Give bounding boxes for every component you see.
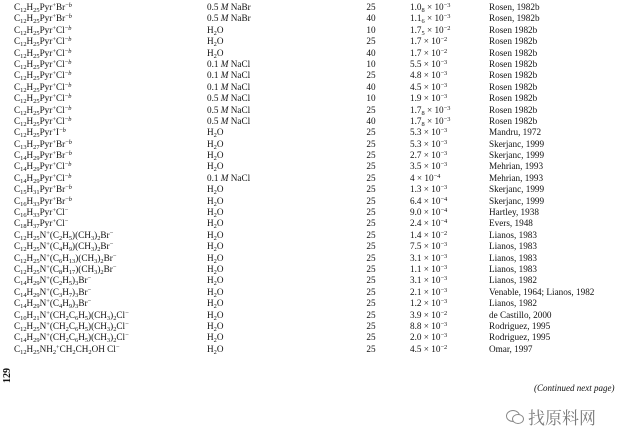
page-number: 129 [2, 368, 13, 383]
cmc-cell: $5.3 \times 10^{-3}$ [410, 138, 448, 149]
table-row [0, 36, 630, 47]
reference-cell: de Castillo, 2000 [489, 309, 552, 320]
reference-cell: Lianos, 1983 [489, 252, 537, 263]
reference-cell: Rosen, 1982b [489, 2, 540, 12]
medium-cell: $H_2O$ [207, 298, 224, 311]
reference-cell: Lianos, 1982 [489, 275, 537, 286]
medium-cell: 0.5 M NaCl [207, 104, 251, 115]
surfactant-cell: $C_{12}H_{25}Pyr^+Cl^{-b}$ [14, 81, 72, 94]
reference-cell: Skerjanc, 1999 [489, 195, 545, 206]
cmc-cell: $1.4 \times 10^{-2}$ [410, 229, 448, 240]
temperature-cell: 25 [366, 309, 376, 320]
surfactant-cell: $C_{12}H_{25}Pyr^+Cl^{-b}$ [14, 93, 72, 106]
table-row [0, 139, 630, 150]
surfactant-cell: $C_{12}H_{25}N^+(C_4H_9)(CH_3)_2Br^-$ [14, 241, 114, 254]
cmc-cell: $7.5 \times 10^{-3}$ [410, 241, 448, 252]
temperature-cell: 25 [366, 298, 376, 309]
cmc-cell: $2.0 \times 10^{-3}$ [410, 332, 448, 343]
surfactant-cell: $C_{12}H_{25}Pyr^+Cl^{-b}$ [14, 58, 72, 71]
table-row [0, 48, 630, 59]
temperature-cell: 25 [366, 320, 376, 331]
temperature-cell: 25 [366, 172, 376, 183]
medium-cell: $H_2O$ [207, 320, 224, 333]
temperature-cell: 10 [366, 58, 376, 69]
table-row [0, 196, 630, 207]
reference-cell: Mandru, 1972 [489, 127, 542, 138]
cmc-cell: $1.9 \times 10^{-3}$ [410, 93, 448, 104]
surfactant-cell: $C_{14}H_{29}Pyr^+Cl^{-b}$ [14, 172, 72, 185]
temperature-cell: 25 [366, 263, 376, 274]
surfactant-cell: $C_{14}H_{29}N^+(C_4H_9)_3Br^-$ [14, 298, 92, 311]
temperature-cell: 40 [366, 47, 376, 58]
medium-cell: 0.1 M NaCl [207, 70, 251, 81]
medium-cell: $H_2O$ [207, 229, 224, 242]
table-row [0, 25, 630, 36]
medium-cell: $H_2O$ [207, 36, 224, 49]
temperature-cell: 25 [366, 104, 376, 115]
table-row [0, 207, 630, 218]
table-row [0, 82, 630, 93]
cmc-cell: $3.1 \times 10^{-3}$ [410, 252, 448, 263]
reference-cell: Lianos, 1983 [489, 263, 537, 274]
reference-cell: Rosen 1982b [489, 104, 538, 115]
medium-cell: $H_2O$ [207, 138, 224, 151]
table-row [0, 127, 630, 138]
cmc-cell: $2.4 \times 10^{-4}$ [410, 218, 448, 229]
surfactant-cell: $C_{12}H_{25}Pyr^+Cl^{-b}$ [14, 24, 72, 37]
surfactant-cell: $C_{12}H_{25}Pyr^+Cl^{-b}$ [14, 104, 72, 117]
medium-cell: 0.5 M NaBr [207, 13, 251, 24]
temperature-cell: 25 [366, 332, 376, 343]
table-row [0, 241, 630, 252]
reference-cell: Rosen 1982b [489, 70, 538, 81]
table-row [0, 344, 630, 355]
table-row [0, 230, 630, 241]
temperature-cell: 25 [366, 127, 376, 138]
surfactant-cell: $C_{15}H_{31}Pyr^+Br^{-b}$ [14, 184, 72, 197]
temperature-cell: 25 [366, 218, 376, 229]
surfactant-cell: $C_{12}H_{25}Pyr^+Br^{-b}$ [14, 13, 72, 26]
table-row [0, 13, 630, 24]
surfactant-cell: $C_{18}H_{37}Pyr^+Cl^-$ [14, 218, 69, 231]
medium-cell: $H_2O$ [207, 309, 224, 322]
surfactant-cell: $C_{12}H_{25}NH_2^+CH_2CH_2OH$ Cl− [14, 343, 120, 356]
reference-cell: Skerjanc, 1999 [489, 150, 545, 161]
temperature-cell: 25 [366, 241, 376, 252]
reference-cell: Rodriguez, 1995 [489, 332, 551, 343]
cmc-cell: $1.2 \times 10^{-3}$ [410, 298, 448, 309]
temperature-cell: 25 [366, 184, 376, 195]
surfactant-cell: $C_{12}H_{25}Pyr^+Br^{-b}$ [14, 2, 72, 14]
watermark-text: 找原料网 [528, 409, 596, 429]
cmc-cell: $2.1 \times 10^{-3}$ [410, 286, 448, 297]
cmc-cell: $5.3 \times 10^{-3}$ [410, 127, 448, 138]
table-row [0, 161, 630, 172]
reference-cell: Rosen 1982b [489, 24, 538, 35]
surfactant-cell: $C_{12}H_{25}Pyr^+Cl^{-b}$ [14, 115, 72, 128]
reference-cell: Lianos, 1983 [489, 229, 537, 240]
cmc-cell: $1.7_8 \times 10^{-3}$ [410, 115, 451, 128]
table-row [0, 70, 630, 81]
cmc-cell: $4.5 \times 10^{-3}$ [410, 81, 448, 92]
medium-cell: 0.5 M NaBr [207, 2, 251, 12]
temperature-cell: 40 [366, 115, 376, 126]
surfactant-cell: $C_{14}H_{29}Pyr^+Br^{-b}$ [14, 150, 72, 163]
temperature-cell: 10 [366, 93, 376, 104]
surfactant-cell: $C_{12}H_{25}Pyr^+Cl^{-b}$ [14, 70, 72, 83]
medium-cell: $H_2O$ [207, 263, 224, 276]
table-row [0, 275, 630, 286]
cmc-cell: $4.5 \times 10^{-2}$ [410, 343, 448, 354]
medium-cell: $H_2O$ [207, 161, 224, 174]
cmc-cell: $3.1 \times 10^{-3}$ [410, 275, 448, 286]
temperature-cell: 25 [366, 343, 376, 354]
reference-cell: Rodriguez, 1995 [489, 320, 551, 331]
temperature-cell: 25 [366, 275, 376, 286]
reference-cell: Lianos, 1982 [489, 298, 537, 309]
table-row [0, 184, 630, 195]
temperature-cell: 25 [366, 36, 376, 47]
reference-cell: Mehrian, 1993 [489, 161, 544, 172]
cmc-cell: $1.1_6 \times 10^{-3}$ [410, 13, 451, 26]
medium-cell: $H_2O$ [207, 241, 224, 254]
medium-cell: $H_2O$ [207, 275, 224, 288]
reference-cell: Venable, 1964; Lianos, 1982 [489, 286, 595, 297]
cmc-cell: $6.4 \times 10^{-4}$ [410, 195, 448, 206]
surfactant-cell: $C_{14}H_{29}Pyr^+Cl^{-b}$ [14, 161, 72, 174]
table-row [0, 321, 630, 332]
table-row [0, 298, 630, 309]
medium-cell: $H_2O$ [207, 195, 224, 208]
cmc-cell: $3.5 \times 10^{-3}$ [410, 161, 448, 172]
surfactant-cell: $C_{12}H_{25}Pyr^+I^{-b}$ [14, 127, 66, 140]
cmc-cell: $2.7 \times 10^{-3}$ [410, 150, 448, 161]
temperature-cell: 40 [366, 81, 376, 92]
medium-cell: $H_2O$ [207, 332, 224, 345]
temperature-cell: 25 [366, 207, 376, 218]
surfactant-cell: $C_{16}H_{33}Pyr^+Cl^-$ [14, 207, 69, 220]
medium-cell: $H_2O$ [207, 207, 224, 220]
cmc-cell: $9.0 \times 10^{-4}$ [410, 207, 448, 218]
temperature-cell: 25 [366, 252, 376, 263]
reference-cell: Rosen 1982b [489, 36, 538, 47]
temperature-cell: 25 [366, 229, 376, 240]
table-row [0, 332, 630, 343]
surfactant-cell: $C_{12}H_{25}Pyr^+Cl^{-b}$ [14, 36, 72, 49]
table-row [0, 310, 630, 321]
table-row [0, 2, 630, 13]
cmc-cell: $5.5 \times 10^{-3}$ [410, 58, 448, 69]
medium-cell: $H_2O$ [207, 286, 224, 299]
table-row [0, 253, 630, 264]
table-row [0, 59, 630, 70]
medium-cell: $H_2O$ [207, 24, 224, 37]
cmc-cell: $1.7 \times 10^{-2}$ [410, 36, 448, 47]
watermark [506, 404, 596, 429]
cmc-cell: $8.8 \times 10^{-3}$ [410, 320, 448, 331]
cmc-cell: $4.8 \times 10^{-3}$ [410, 70, 448, 81]
surfactant-cell: $C_{12}H_{25}N^+(CH_2C_6H_5)(CH_3)_2Cl^-$ [14, 320, 129, 333]
medium-cell: 0.5 M NaCl [207, 93, 251, 104]
surfactant-cell: $C_{14}H_{29}N^+(C_2H_5)_3Br^-$ [14, 275, 92, 288]
reference-cell: Rosen 1982b [489, 93, 538, 104]
reference-cell: Rosen, 1982b [489, 13, 540, 24]
temperature-cell: 25 [366, 161, 376, 172]
surfactant-cell: $C_{10}H_{21}N^+(CH_2C_6H_5)(CH_3)_2Cl^-$ [14, 309, 129, 322]
reference-cell: Mehrian, 1993 [489, 172, 544, 183]
cmc-cell: $1.7 \times 10^{-2}$ [410, 47, 448, 58]
medium-cell: $H_2O$ [207, 184, 224, 197]
table-row [0, 173, 630, 184]
temperature-cell: 25 [366, 286, 376, 297]
medium-cell: $H_2O$ [207, 218, 224, 231]
table-row [0, 150, 630, 161]
medium-cell: 0.1 M NaCl [207, 58, 251, 69]
wechat-icon [506, 409, 524, 425]
table-row [0, 287, 630, 298]
table-row [0, 264, 630, 275]
medium-cell: 0.5 M NaCl [207, 115, 251, 126]
cmc-table [0, 2, 630, 355]
reference-cell: Rosen 1982b [489, 47, 538, 58]
surfactant-cell: $C_{16}H_{33}Pyr^+Br^{-b}$ [14, 195, 72, 208]
temperature-cell: 25 [366, 2, 376, 12]
medium-cell: $H_2O$ [207, 252, 224, 265]
medium-cell: $H_2O$ [207, 127, 224, 140]
temperature-cell: 25 [366, 195, 376, 206]
cmc-cell: $4 \times 10^{-4}$ [410, 172, 441, 183]
surfactant-cell: $C_{12}H_{25}Pyr^+Cl^{-b}$ [14, 47, 72, 60]
medium-cell: 0.1 M NaCl [207, 81, 251, 92]
reference-cell: Lianos, 1983 [489, 241, 537, 252]
cmc-cell: $3.9 \times 10^{-2}$ [410, 309, 448, 320]
cmc-cell: $1.0_8 \times 10^{-3}$ [410, 2, 451, 14]
cmc-cell: $1.1 \times 10^{-3}$ [410, 263, 448, 274]
continued-note: (Continued next page) [534, 383, 615, 393]
reference-cell: Hartley, 1938 [489, 207, 539, 218]
reference-cell: Rosen 1982b [489, 58, 538, 69]
temperature-cell: 25 [366, 150, 376, 161]
table-row [0, 105, 630, 116]
reference-cell: Skerjanc, 1999 [489, 138, 545, 149]
cmc-cell: $1.7_5 \times 10^{-2}$ [410, 24, 451, 37]
surfactant-cell: $C_{14}H_{29}N^+(CH_2C_6H_5)(CH_3)_2Cl^-$ [14, 332, 129, 345]
medium-cell: $H_2O$ [207, 150, 224, 163]
table-row [0, 218, 630, 229]
reference-cell: Omar, 1997 [489, 343, 533, 354]
temperature-cell: 25 [366, 70, 376, 81]
reference-cell: Rosen 1982b [489, 115, 538, 126]
surfactant-cell: $C_{12}H_{25}N^+(C_8H_{17})(CH_3)_2Br^-$ [14, 263, 117, 276]
medium-cell: 0.1 M NaCl [207, 172, 251, 183]
table-row [0, 116, 630, 127]
reference-cell: Skerjanc, 1999 [489, 184, 545, 195]
surfactant-cell: $C_{13}H_{27}Pyr^+Br^{-b}$ [14, 138, 72, 151]
temperature-cell: 25 [366, 138, 376, 149]
medium-cell: $H_2O$ [207, 343, 224, 356]
table-row [0, 93, 630, 104]
medium-cell: $H_2O$ [207, 47, 224, 60]
cmc-cell: $1.7_8 \times 10^{-3}$ [410, 104, 451, 117]
surfactant-cell: $C_{14}H_{29}N^+(C_3H_7)_3Br^-$ [14, 286, 92, 299]
cmc-cell: $1.3 \times 10^{-3}$ [410, 184, 448, 195]
surfactant-cell: $C_{12}H_{25}N^+(C_2H_5)(CH_3)_2Br^-$ [14, 229, 114, 242]
reference-cell: Rosen 1982b [489, 81, 538, 92]
surfactant-cell: $C_{12}H_{25}N^+(C_6H_{13})(CH_3)_2Br^-$ [14, 252, 117, 265]
temperature-cell: 10 [366, 24, 376, 35]
temperature-cell: 40 [366, 13, 376, 24]
reference-cell: Evers, 1948 [489, 218, 533, 229]
